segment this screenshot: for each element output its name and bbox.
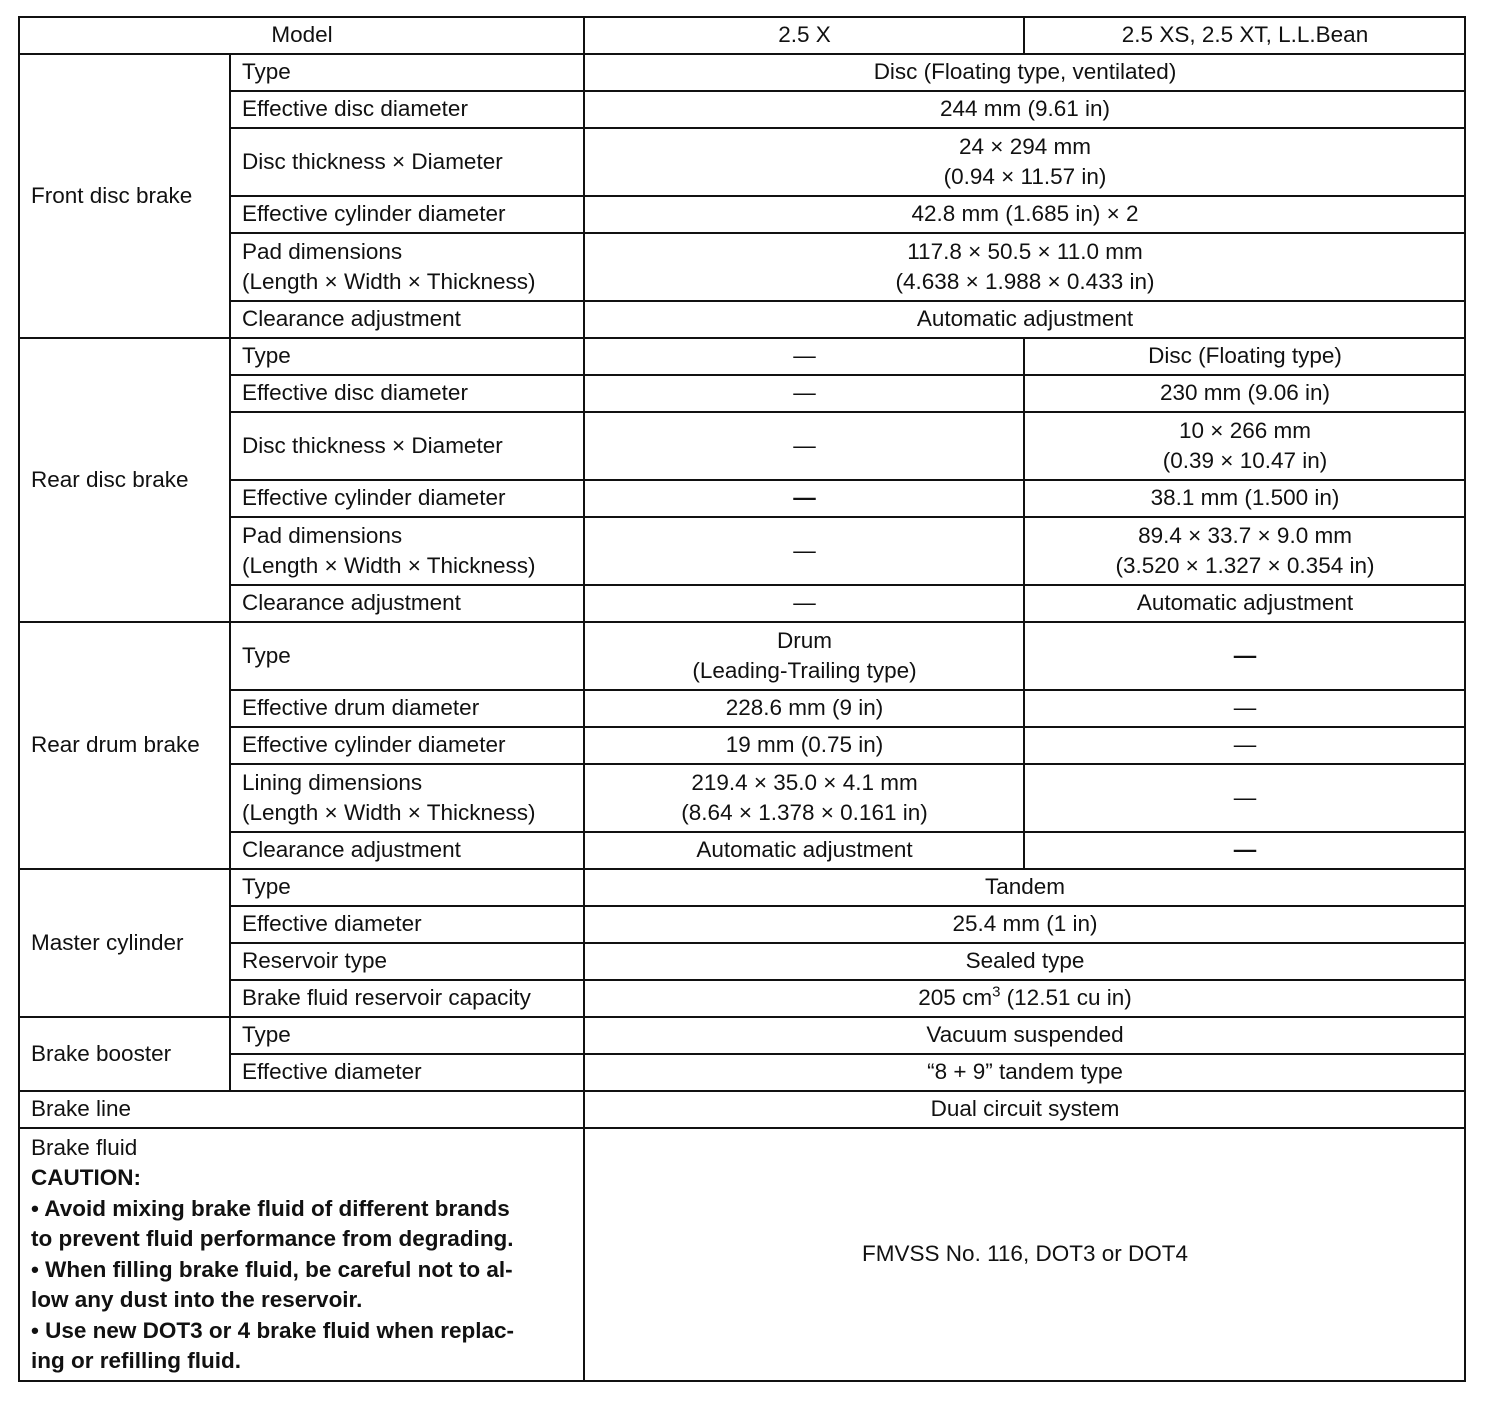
table-row (19, 128, 1465, 196)
group-rear-drum-brake: Rear drum brake (19, 622, 230, 869)
value-2-5-x: 19 mm (0.75 in) (584, 727, 1024, 764)
value-2-5-x: Automatic adjustment (584, 832, 1024, 869)
row-label: Clearance adjustment (230, 832, 584, 869)
row-label: Effective disc diameter (230, 375, 584, 412)
row-label: Type (230, 54, 584, 91)
value-2-5-x: 228.6 mm (9 in) (584, 690, 1024, 727)
row-value: 25.4 mm (1 in) (584, 906, 1465, 943)
table-row (19, 1091, 1465, 1128)
table-row (19, 832, 1465, 869)
label-line: (Length × Width × Thickness) (242, 800, 536, 825)
label-line: Pad dimensions (242, 522, 403, 548)
row-value (584, 233, 1465, 301)
table-row (19, 764, 1465, 832)
row-label: Effective cylinder diameter (230, 727, 584, 764)
table-row (19, 338, 1465, 375)
value-2-5-x: — (584, 480, 1024, 517)
value-line: 219.4 × 35.0 × 4.1 mm (691, 769, 918, 795)
value-text: 205 cm (918, 985, 993, 1011)
table-row (19, 196, 1465, 233)
value-line: (4.638 × 1.988 × 0.433 in) (895, 269, 1155, 294)
row-label: Clearance adjustment (230, 301, 584, 338)
value-line: (Leading-Trailing type) (692, 658, 917, 683)
table-row (19, 585, 1465, 622)
row-value: Dual circuit system (584, 1091, 1465, 1128)
value-2-5-xs: — (1024, 622, 1465, 690)
caution-line: ing or refilling fluid. (31, 1348, 241, 1373)
row-label: Effective diameter (230, 906, 584, 943)
label-line: (Length × Width × Thickness) (242, 269, 536, 294)
caution-line: • Avoid mixing brake fluid of different brands (31, 1195, 510, 1221)
value-2-5-xs: — (1024, 727, 1465, 764)
group-master-cylinder: Master cylinder (19, 869, 230, 1017)
row-label: Effective cylinder diameter (230, 480, 584, 517)
value-2-5-xs (1024, 517, 1465, 585)
table-row (19, 1054, 1465, 1091)
row-value (584, 980, 1465, 1017)
value-2-5-xs: 230 mm (9.06 in) (1024, 375, 1465, 412)
row-label: Effective diameter (230, 1054, 584, 1091)
row-label: Clearance adjustment (230, 585, 584, 622)
row-value (584, 128, 1465, 196)
row-label (230, 233, 584, 301)
table-row (19, 517, 1465, 585)
row-label (230, 764, 584, 832)
row-label: Reservoir type (230, 943, 584, 980)
brake-fluid-label: Brake fluid (31, 1134, 138, 1160)
value-line: (3.520 × 1.327 × 0.354 in) (1115, 553, 1375, 578)
brake-fluid-value: FMVSS No. 116, DOT3 or DOT4 (584, 1128, 1465, 1381)
group-front-disc-brake: Front disc brake (19, 54, 230, 338)
header-model: Model (19, 17, 584, 54)
table-row (19, 233, 1465, 301)
value-2-5-xs: — (1024, 764, 1465, 832)
value-2-5-xs: 38.1 mm (1.500 in) (1024, 480, 1465, 517)
row-label: Brake fluid reservoir capacity (230, 980, 584, 1017)
table-row (19, 980, 1465, 1017)
row-value: Sealed type (584, 943, 1465, 980)
value-2-5-x (584, 622, 1024, 690)
row-value: “8 + 9” tandem type (584, 1054, 1465, 1091)
row-label: Effective cylinder diameter (230, 196, 584, 233)
table-row (19, 1128, 1465, 1381)
row-value: 244 mm (9.61 in) (584, 91, 1465, 128)
header-2-5-xs-xt: 2.5 XS, 2.5 XT, L.L.Bean (1024, 17, 1465, 54)
row-value: 42.8 mm (1.685 in) × 2 (584, 196, 1465, 233)
caution-line: low any dust into the reservoir. (31, 1287, 363, 1312)
value-2-5-x: — (584, 412, 1024, 480)
table-row (19, 480, 1465, 517)
row-label: Type (230, 869, 584, 906)
value-2-5-x: — (584, 338, 1024, 375)
value-line: 89.4 × 33.7 × 9.0 mm (1138, 522, 1352, 548)
group-brake-booster: Brake booster (19, 1017, 230, 1091)
value-line: (0.39 × 10.47 in) (1162, 448, 1328, 473)
row-value: Automatic adjustment (584, 301, 1465, 338)
value-2-5-xs: Disc (Floating type) (1024, 338, 1465, 375)
value-2-5-x (584, 764, 1024, 832)
caution-line: to prevent fluid performance from degrading. (31, 1226, 514, 1251)
brake-fluid-cell (19, 1128, 584, 1381)
value-2-5-x: — (584, 585, 1024, 622)
table-row (19, 727, 1465, 764)
table-row (19, 301, 1465, 338)
row-value: Disc (Floating type, ventilated) (584, 54, 1465, 91)
table-row (19, 943, 1465, 980)
table-row (19, 1017, 1465, 1054)
value-line: 10 × 266 mm (1179, 417, 1311, 443)
row-label: Disc thickness × Diameter (230, 412, 584, 480)
table-row (19, 375, 1465, 412)
row-label: Effective drum diameter (230, 690, 584, 727)
value-2-5-x: — (584, 517, 1024, 585)
table-row (19, 54, 1465, 91)
caution-title: CAUTION: (31, 1165, 141, 1190)
value-2-5-xs: — (1024, 832, 1465, 869)
table-row (19, 906, 1465, 943)
header-2-5-x: 2.5 X (584, 17, 1024, 54)
table-row (19, 869, 1465, 906)
caution-line: • When filling brake fluid, be careful not to al- (31, 1256, 513, 1282)
row-label: Disc thickness × Diameter (230, 128, 584, 196)
row-label: Type (230, 1017, 584, 1054)
value-line: 24 × 294 mm (959, 133, 1091, 159)
row-label: Type (230, 338, 584, 375)
header-row (19, 17, 1465, 54)
table-row (19, 412, 1465, 480)
value-2-5-xs: Automatic adjustment (1024, 585, 1465, 622)
value-line: Drum (777, 627, 833, 653)
value-line: 117.8 × 50.5 × 11.0 mm (907, 238, 1143, 264)
brake-spec-table (18, 16, 1466, 1382)
value-text: (12.51 cu in) (1000, 985, 1132, 1011)
row-label: Type (230, 622, 584, 690)
value-line: (8.64 × 1.378 × 0.161 in) (681, 800, 928, 825)
table-row (19, 690, 1465, 727)
group-rear-disc-brake: Rear disc brake (19, 338, 230, 622)
table-row (19, 91, 1465, 128)
row-label: Effective disc diameter (230, 91, 584, 128)
caution-line: • Use new DOT3 or 4 brake fluid when replac- (31, 1317, 515, 1343)
row-label-brake-line: Brake line (19, 1091, 584, 1128)
label-line: Lining dimensions (242, 769, 423, 795)
row-value: Vacuum suspended (584, 1017, 1465, 1054)
value-2-5-x: — (584, 375, 1024, 412)
label-line: (Length × Width × Thickness) (242, 553, 536, 578)
row-label (230, 517, 584, 585)
superscript: 3 (992, 983, 1001, 1001)
value-2-5-xs: — (1024, 690, 1465, 727)
row-value: Tandem (584, 869, 1465, 906)
value-2-5-xs (1024, 412, 1465, 480)
table-row (19, 622, 1465, 690)
value-line: (0.94 × 11.57 in) (943, 164, 1107, 189)
label-line: Pad dimensions (242, 238, 403, 264)
